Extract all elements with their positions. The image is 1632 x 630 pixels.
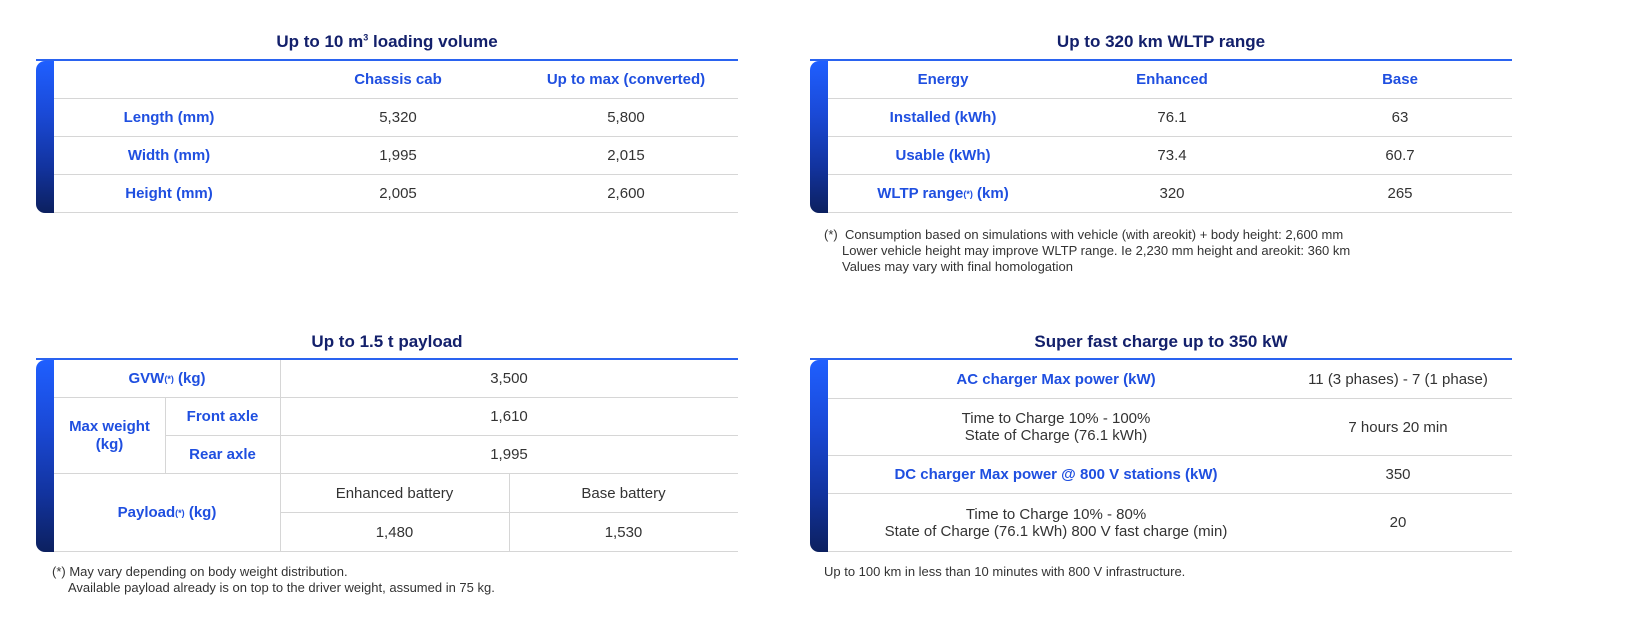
table-accent-bar [810, 360, 828, 552]
base-battery-value: 1,530 [604, 523, 643, 541]
table-row [828, 175, 1512, 213]
table-cell: 2,015 [607, 147, 645, 164]
table-cell: 5,320 [379, 109, 417, 126]
table-header-row [54, 61, 738, 99]
title-text: Up to 10 m [276, 32, 364, 51]
gvw-label-unit: (kg) [173, 370, 206, 387]
front-axle-label: Front axle [186, 408, 259, 425]
column-header: Base [1382, 71, 1418, 88]
payload-label-text: Payload [117, 504, 176, 521]
row-label: Width (mm) [127, 147, 211, 164]
title-text-suffix: loading volume [368, 32, 498, 51]
loading-volume-panel [36, 30, 738, 220]
gvw-value: 3,500 [490, 370, 528, 387]
table-row [828, 360, 1512, 399]
payload-label-unit: (kg) [184, 504, 217, 521]
gvw-label: GVW (*) (kg) [128, 370, 206, 387]
enhanced-battery-label: Enhanced battery [335, 484, 454, 502]
table-row [828, 137, 1512, 175]
table-row [54, 137, 738, 175]
table-accent-bar [810, 61, 828, 213]
table-accent-bar [36, 61, 54, 213]
table-row [54, 175, 738, 213]
row-divider [54, 551, 738, 552]
row-label [828, 399, 1284, 455]
table-row [828, 494, 1512, 552]
table-cell: 5,800 [607, 109, 645, 126]
row-label: Installed (kWh) [889, 109, 997, 126]
table-cell: 63 [1391, 109, 1409, 126]
table-row [54, 99, 738, 137]
wltp-range-table [810, 59, 1512, 213]
row-label: WLTP range (*) (km) [877, 185, 1009, 202]
column-header: Energy [917, 71, 969, 88]
table-row [828, 456, 1512, 494]
payload-title: Up to 1.5 t payload [311, 332, 463, 351]
footnote-line: (*) Consumption based on simulations with vehicle (with areokit) + body height: 2,600 mm [824, 227, 1344, 242]
column-header: Up to max (converted) [546, 71, 706, 88]
table-accent-bar [36, 360, 54, 552]
table-row [828, 99, 1512, 137]
column-header: Chassis cab [354, 71, 442, 88]
row-label-unit: (km) [972, 185, 1009, 202]
table-cell: 2,005 [379, 185, 417, 202]
row-label-line: Time to Charge 10% - 100% [961, 410, 1151, 427]
loading-volume-table [36, 59, 738, 213]
table-cell: 265 [1387, 185, 1413, 202]
row-label: Length (mm) [123, 109, 215, 126]
footnote-line: (*) May vary depending on body weight distribution. [52, 564, 348, 579]
row-label: DC charger Max power @ 800 V stations (kW) [894, 466, 1218, 483]
row-label: AC charger Max power (kW) [956, 370, 1156, 388]
base-battery-label: Base battery [581, 484, 666, 502]
charging-panel [810, 330, 1512, 590]
charging-table [810, 358, 1512, 552]
row-label-line: Time to Charge 10% - 80% [965, 505, 1147, 523]
footnote-line: Available payload already is on top to the driver weight, assumed in 75 kg. [68, 580, 495, 595]
charging-title: Super fast charge up to 350 kW [1034, 332, 1288, 351]
table-cell: 320 [1159, 185, 1185, 202]
column-header: Enhanced [1136, 71, 1208, 88]
table-cell: 73.4 [1157, 147, 1187, 164]
footnote-line: Values may vary with final homologation [842, 259, 1073, 274]
table-cell: 7 hours 20 min [1348, 418, 1448, 436]
max-weight-label: Max weight (kg) [69, 417, 150, 453]
footnote-line: Up to 100 km in less than 10 minutes with 800 V infrastructure. [824, 564, 1186, 579]
title-superscript: 3 [363, 32, 369, 43]
footnote-line: Lower vehicle height may improve WLTP range. Ie 2,230 mm height and areokit: 360 km [842, 243, 1351, 258]
front-axle-value: 1,610 [490, 408, 528, 425]
table-cell: 11 (3 phases) - 7 (1 phase) [1308, 370, 1488, 388]
row-label-text: WLTP range [877, 185, 964, 202]
rear-axle-label: Rear axle [189, 446, 256, 463]
loading-volume-title [36, 32, 738, 52]
row-label-line: State of Charge (76.1 kWh) 800 V fast charge (min) [884, 522, 1228, 540]
wltp-range-panel [810, 30, 1512, 280]
table-cell: 76.1 [1157, 109, 1187, 126]
payload-table [36, 358, 738, 552]
table-row [828, 399, 1512, 456]
table-cell: 20 [1389, 514, 1407, 531]
enhanced-battery-value: 1,480 [375, 523, 414, 541]
table-header-row [828, 61, 1512, 99]
gvw-label-text: GVW [128, 370, 165, 387]
payload-panel [36, 330, 738, 600]
table-cell: 350 [1385, 466, 1411, 483]
row-label: Height (mm) [125, 185, 213, 202]
row-label-line: State of Charge (76.1 kWh) [964, 427, 1148, 444]
wltp-range-title: Up to 320 km WLTP range [1056, 32, 1266, 51]
table-cell: 2,600 [607, 185, 645, 202]
rear-axle-value: 1,995 [490, 446, 528, 463]
table-cell: 60.7 [1385, 147, 1415, 164]
payload-label: Payload (*) (kg) [117, 504, 217, 521]
row-label [828, 494, 1284, 551]
row-label: Usable (kWh) [895, 147, 991, 164]
table-cell: 1,995 [379, 147, 417, 164]
